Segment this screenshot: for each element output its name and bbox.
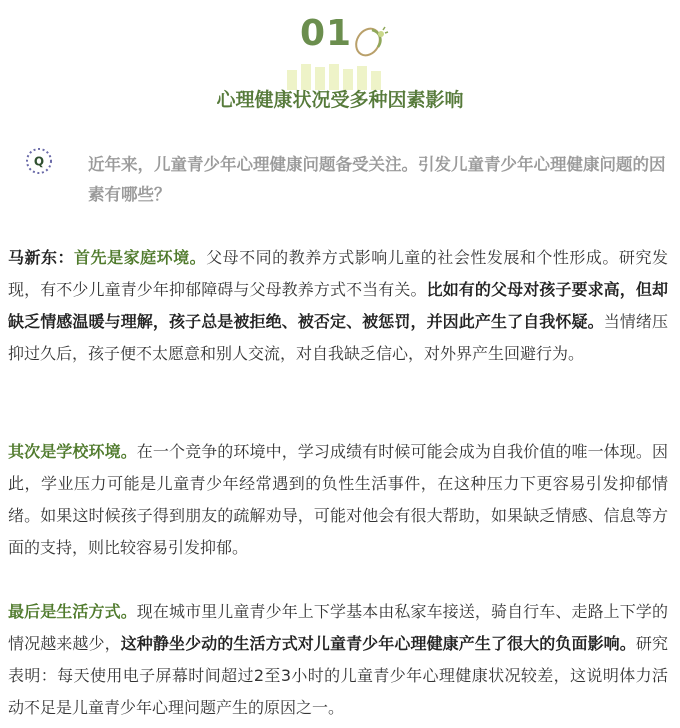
lifestyle-text-1: 现在城市里儿童青少年上下学基本由私家车接送，骑自行车、走路上下学的情况越来越少， <box>8 602 668 653</box>
answer-paragraph-family <box>8 242 668 370</box>
family-text-1: 父母不同的教养方式影响儿童的社会性发展和个性形成。研究发现，有不少儿童青少年抑郁障碍与父母教养方式不当有关。 <box>8 248 668 299</box>
speaker-name: 马新东： <box>8 248 75 267</box>
section-title: 心理健康状况受多种因素影响 <box>216 89 464 111</box>
svg-text:Q: Q <box>33 154 45 169</box>
leaf-ring-icon <box>350 20 390 60</box>
school-text: 在一个竞争的环境中，学习成绩有时候可能会成为自我价值的唯一体现。因此，学业压力可能是儿童青少年经常遇到的负性生活事件，在这种压力下更容易引发抑郁情绪。如果这时候孩子得到朋友的疏解劝导，可能对他会有很大帮助，如果缺乏情感、信息等方面的支持，则比较容易引发抑郁。 <box>8 442 668 557</box>
lifestyle-bold-text: 这种静坐少动的生活方式对儿童青少年心理健康产生了很大的负面影响。 <box>120 634 636 653</box>
section-number: 01 <box>300 13 353 54</box>
section-header <box>0 12 680 112</box>
q-badge-icon <box>24 146 54 176</box>
family-bold-text: 比如有的父母对孩子要求高，但却缺乏情感温暖与理解，孩子总是被拒绝、被否定、被惩罚，并因此产生了自我怀疑。 <box>8 280 668 331</box>
answer-paragraph-school <box>8 436 668 564</box>
interview-question: 近年来，儿童青少年心理健康问题备受关注。引发儿童青少年心理健康问题的因素有哪些？ <box>88 155 666 204</box>
answer-paragraph-lifestyle <box>8 596 668 724</box>
lifestyle-text-2: 研究表明：每天使用电子屏幕时间超过2至3小时的儿童青少年心理健康状况较差，这说明体力活动不足是儿童青少年心理问题产生的原因之一。 <box>8 634 668 717</box>
family-text-2: 当情绪压抑过久后，孩子便不太愿意和别人交流，对自我缺乏信心，对外界产生回避行为。 <box>8 312 668 363</box>
lead-family: 首先是家庭环境。 <box>74 248 207 267</box>
lead-school: 其次是学校环境。 <box>8 442 137 461</box>
lead-lifestyle: 最后是生活方式。 <box>8 602 137 621</box>
